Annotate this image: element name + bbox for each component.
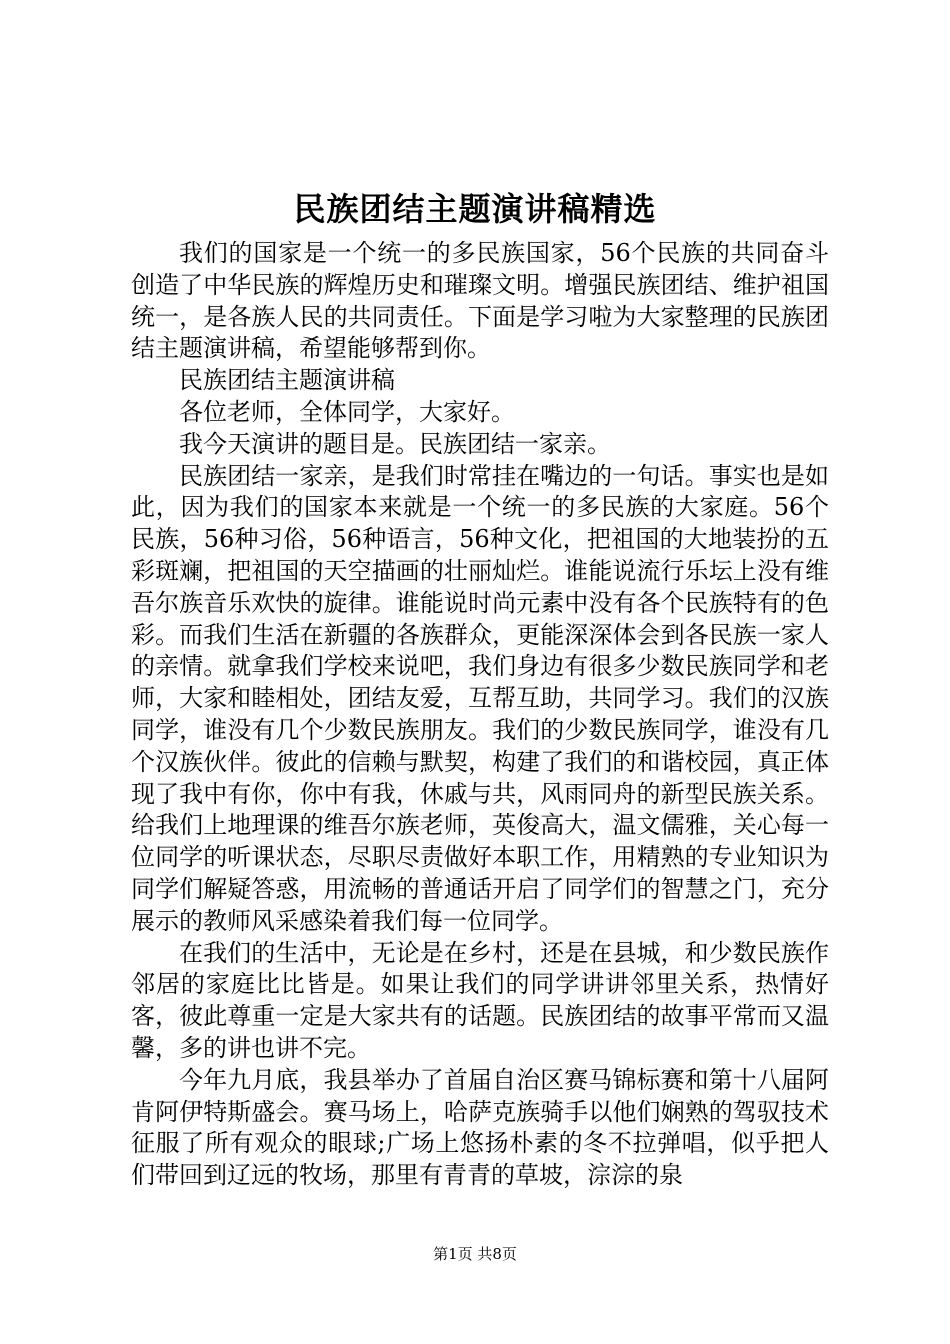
paragraph-main-2: 在我们的生活中，无论是在乡村，还是在县城，和少数民族作邻居的家庭比比皆是。如果让我们的同学讲讲邻里关系，热情好客，彼此尊重一定是大家共有的话题。民族团结的故事平常而又温馨，多的讲也讲不完。 [131, 938, 829, 1062]
document-body [131, 238, 829, 1192]
paragraph-main-1: 民族团结一家亲，是我们时常挂在嘴边的一句话。事实也是如此，因为我们的国家本来就是一个统一的多民族的大家庭。56个民族，56种习俗，56种语言，56种文化，把祖国的大地装扮的五彩斑斓，把祖国的天空描画的壮丽灿烂。谁能说流行乐坛上没有维吾尔族音乐欢快的旋律。谁能说时尚元素中没有各个民族特有的色彩。而我们生活在新疆的各族群众，更能深深体会到各民族一家人的亲情。就拿我们学校来说吧，我们身边有很多少数民族同学和老师，大家和睦相处，团结友爱，互帮互助，共同学习。我们的汉族同学，谁没有几个少数民族朋友。我们的少数民族同学，谁没有几个汉族伙伴。彼此的信赖与默契，构建了我们的和谐校园，真正体现了我中有你，你中有我，休戚与共，风雨同舟的新型民族关系。给我们上地理课的维吾尔族老师，英俊高大，温文儒雅，关心每一位同学的听课状态，尽职尽责做好本职工作，用精熟的专业知识为同学们解疑答惑，用流畅的普通话开启了同学们的智慧之门，充分展示的教师风采感染着我们每一位同学。 [131, 461, 829, 935]
page-number-footer: 第1页 共8页 [433, 1245, 517, 1263]
paragraph-main-3: 今年九月底，我县举办了首届自治区赛马锦标赛和第十八届阿肯阿伊特斯盛会。赛马场上，哈萨克族骑手以他们娴熟的驾驭技术征服了所有观众的眼球;广场上悠扬朴素的冬不拉弹唱，似乎把人们带回到辽远的牧场，那里有青青的草坡，淙淙的泉 [131, 1065, 829, 1190]
paragraph-intro: 我们的国家是一个统一的多民族国家，56个民族的共同奋斗创造了中华民族的辉煌历史和璀璨文明。增强民族团结、维护祖国统一，是各族人民的共同责任。下面是学习啦为大家整理的民族团结主题演讲稿，希望能够帮到你。 [131, 239, 829, 363]
document-title: 民族团结主题演讲稿精选 [293, 190, 657, 228]
paragraph-topic: 我今天演讲的题目是。民族团结一家亲。 [179, 429, 611, 458]
paragraph-speech-title: 民族团结主题演讲稿 [179, 366, 395, 395]
paragraph-greeting: 各位老师，全体同学，大家好。 [179, 397, 515, 426]
